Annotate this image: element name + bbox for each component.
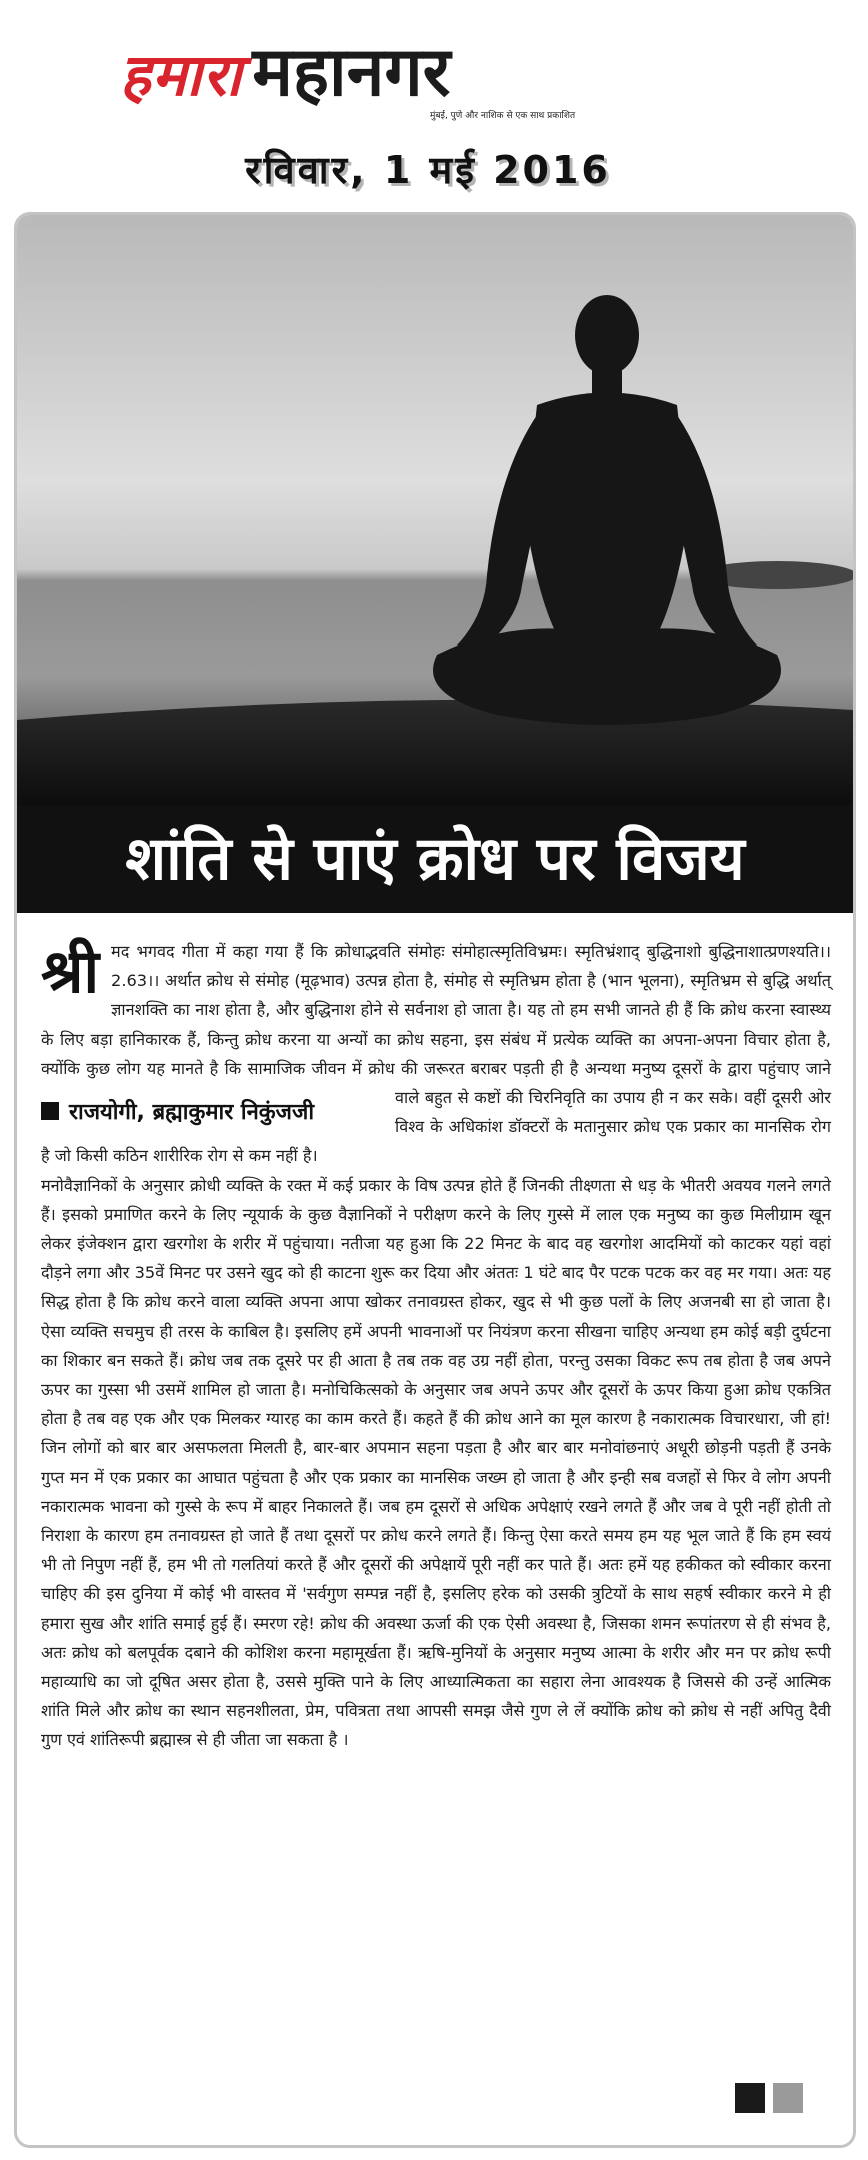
logo-part-mahanagar: महानगर [252,33,451,112]
logo-part-hamara: हमारा [120,41,243,109]
publication-date: रविवार, 1 मई 2016 [245,148,611,192]
black-square-icon [735,2083,765,2113]
drop-cap: श्री [41,937,100,1007]
article-card [14,212,856,2148]
end-of-article-marks [727,2083,803,2117]
author-byline [41,1087,381,1139]
masthead [0,0,868,200]
headline-band [17,805,853,913]
paragraph-text: विश्व के अधिकांश डॉक्टरों के मतानुसार क्रोध एक प्रकार का मानसिक रोग है जो किसी कठिन शारीरिक रोग से कम नहीं है। [41,1117,831,1166]
gray-square-icon [773,2083,803,2113]
article-headline: शांति से पाएं क्रोध पर विजय [125,824,745,894]
article-paragraph: मनोवैज्ञानिकों के अनुसार क्रोधी व्यक्ति के रक्त में कई प्रकार के विष उत्पन्न होते हैं जिनकी तीक्ष्णता से धड़ के भीतरी अवयव गलने लगते हैं। इसको प्रमाणित करने के लिए न्यूयार्क के कुछ वैज्ञानिकों ने परीक्षण करने के लिए गुस्से में लाल एक मनुष्य का कुछ मिलीग्राम खून लेकर इंजेक्शन द्वारा खरगोश के शरीर में पहुंचाया। नतीजा यह हुआ कि 22 मिनट के बाद वह खरगोश आदमियों को काटकर यहां वहां दौड़ने लगा और 35वें मिनट पर उसने खुद को ही काटना शुरू कर दिया और अंततः 1 घंटे बाद पैर पटक पटक कर वह मर गया। अतः यह सिद्ध होता है कि क्रोध करने वाला व्यक्ति अपना आपा खोकर तनावग्रस्त होकर, खुद से भी कुछ पलों के लिए अजनबी सा हो जाता है। ऐसा व्यक्ति सचमुच ही तरस के काबिल है। इसलिए हमें अपनी भावनाओं पर नियंत्रण करना सीखना चाहिए अन्यथा हम कोई बड़ी दुर्घटना का शिकार बन सकते हैं। क्रोध जब तक दूसरे पर ही आता है तब तक वह उग्र नहीं होता, परन्तु उसका विकट रूप तब होता है जब अपने ऊपर का गुस्सा भी उसमें शामिल हो जाता है। मनोचिकित्सको के अनुसार जब अपने ऊपर और दूसरों के ऊपर किया हुआ क्रोध एकत्रित होता है तब वह एक और एक मिलकर ग्यारह का काम करते हैं। कहते हैं की क्रोध आने का मूल कारण है नकारात्मक विचारधारा, जी हां! जिन लोगों को बार बार असफलता मिलती है, बार-बार अपमान सहना पड़ता है और बार बार मनोवांछनाएं अधूरी छोड़नी पड़ती हैं उनके गुप्त मन में एक प्रकार का आघात पहुंचता है और एक प्रकार का मानसिक जख्म हो जाता है और इन्ही सब वजहों से फिर वे लोग अपनी नकारात्मक भावना को गुस्से के रूप में बाहर निकालते हैं। जब हम दूसरों से अधिक अपेक्षाएं रखने लगते हैं और जब वे पूरी नहीं होती तो निराशा के कारण हम तनावग्रस्त हो जाते हैं तथा दूसरों पर क्रोध करने लगते हैं। किन्तु ऐसा करते समय हम यह भूल जाते हैं कि हम स्वयं भी तो निपुण नहीं हैं, हम भी तो गलतियां करते हैं और दूसरों की अपेक्षायें पूरी नहीं कर पाते हैं। अतः हमें यह हकीकत को स्वीकार करना चाहिए की इस दुनिया में कोई भी वास्तव में 'सर्वगुण सम्पन्न नहीं है, इसलिए हरेक को उसकी त्रुटियों के साथ सहर्ष स्वीकार करने मे ही हमारा सुख और शांति समाई हुई हैं। स्मरण रहे! क्रोध की अवस्था ऊर्जा की एक ऐसी अवस्था है, जिसका शमन रूपांतरण से ही संभव है, अतः क्रोध को बलपूर्वक दबाने की कोशिश करना महामूर्खता हैं। ऋषि-मुनियों के अनुसार मनुष्य आत्मा के शरीर और मन पर क्रोध रूपी महाव्याधि का जो दूषित असर होता है, उससे मुक्ति पाने के लिए आध्यात्मिकता का सहारा लेना आवश्यक है जिससे की उन्हें आत्मिक शांति मिले और क्रोध का स्थान सहनशीलता, प्रेम, पवित्रता तथा आपसी समझ जैसे गुण ले लें क्योंकि क्रोध को क्रोध से नहीं अपितु दैवी गुण एवं शांतिरूपी ब्रह्मास्त्र से ही जीता जा सकता है । [41,1175,831,1750]
paragraph-text: मद भगवद गीता में कहा गया हैं कि क्रोधाद्भवति संमोहः संमोहात्स्मृतिविभ्रमः। स्मृतिभ्रंशाद् बुद्धिनाशो बुद्धिनाशात्प्रणश्यति।। 2.63।। अर्थात क्रोध से संमोह (मूढ़भाव) उत्पन्न होता है, संमोह से स्मृतिभ्रम होता है (भान भूलना), स्मृतिभ्रम से बुद्धि अर्थात् ज्ञानशक्ति का नाश होता है, और बुद्धिनाश होने से सर्वनाश हो जाता है। यह तो हम सभी जानते ही हैं कि क्रोध करना स्वास्थ्य के लिए बड़ा हानिकारक हैं, किन्तु क्रोध करना या अन्यों का क्रोध सहना, इस संबंध में प्रत्येक व्यक्ति का अपना-अपना विचार होता है, क्योंकि कुछ लोग यह मानते है कि सामाजिक जीवन में क्रोध की जरूरत बराबर पड़ती ही है अन्यथा मनुष्य दूसरों के द्वारा पहुंचाए जाने वाले बहुत से कष्टों की चिरनिवृति का उपाय ही न कर सके। वहीं दूसरी ओर [41,942,831,1108]
square-bullet-icon [41,1102,59,1120]
meditation-photo [17,215,853,805]
masthead-tagline: मुंबई, पुणे और नाशिक से एक साथ प्रकाशित [430,111,576,121]
newspaper-logo [120,22,450,115]
article-body [41,937,831,1755]
article-paragraph [41,937,831,1171]
author-name: राजयोगी, ब्रह्माकुमार निकुंजजी [69,1100,315,1126]
